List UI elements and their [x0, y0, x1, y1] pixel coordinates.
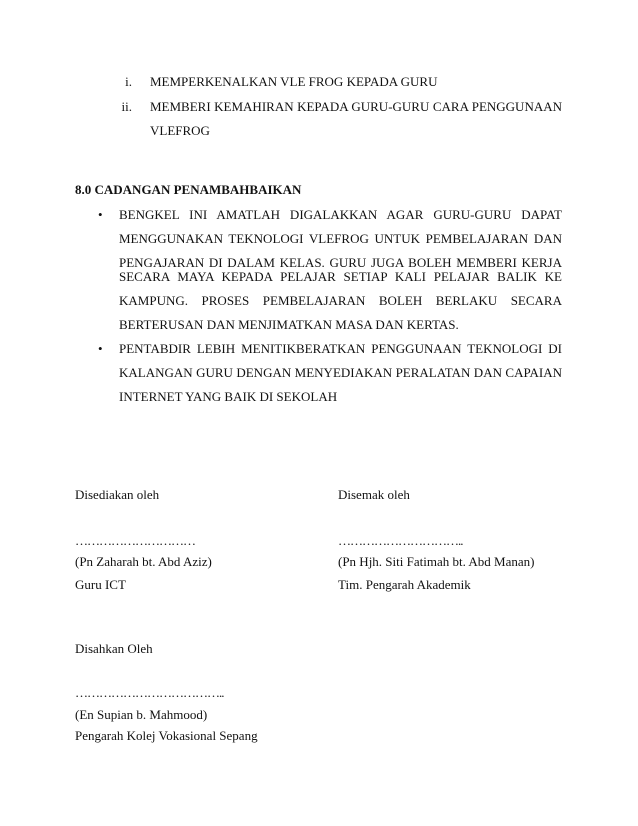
checked-by-role: Tim. Pengarah Akademik: [338, 577, 471, 592]
prepared-by-name: (Pn Zaharah bt. Abd Aziz): [75, 554, 212, 569]
bullet-1-line-4: SECARA MAYA KEPADA PELAJAR SETIAP KALI PELAJAR BALIK KE: [119, 269, 562, 284]
approved-signature-line: ………………………………..: [75, 685, 224, 700]
prepared-by-role: Guru ICT: [75, 577, 126, 592]
bullet-dot-2: •: [98, 341, 103, 356]
bullet-1-line-1: BENGKEL INI AMATLAH DIGALAKKAN AGAR GURU-GURU DAPAT: [119, 207, 562, 222]
checked-by-label: Disemak oleh: [338, 487, 410, 502]
approved-by-role: Pengarah Kolej Vokasional Sepang: [75, 728, 258, 743]
section-heading: 8.0 CADANGAN PENAMBAHBAIKAN: [75, 182, 302, 197]
bullet-1-line-6: BERTERUSAN DAN MENJIMATKAN MASA DAN KERTAS.: [119, 317, 459, 332]
bullet-1-line-5: KAMPUNG. PROSES PEMBELAJARAN BOLEH BERLAKU SECARA: [119, 293, 562, 308]
bullet-2-line-3: INTERNET YANG BAIK DI SEKOLAH: [119, 389, 338, 404]
list-number-i: i.: [125, 74, 132, 89]
approved-by-name: (En Supian b. Mahmood): [75, 707, 208, 722]
bullet-dot-1: •: [98, 207, 103, 222]
bullet-2-line-2: KALANGAN GURU DENGAN MENYEDIAKAN PERALATAN DAN CAPAIAN: [119, 365, 562, 380]
bullet-1-line-3: PENGAJARAN DI DALAM KELAS. GURU JUGA BOLEH MEMBERI KERJA: [119, 255, 562, 270]
list-number-ii: ii.: [121, 99, 132, 114]
checked-by-name: (Pn Hjh. Siti Fatimah bt. Abd Manan): [338, 554, 535, 569]
prepared-signature-line: …………………………: [75, 533, 195, 548]
bullet-2-line-1: PENTABDIR LEBIH MENITIKBERATKAN PENGGUNAAN TEKNOLOGI DI: [119, 341, 562, 356]
checked-signature-line: …………………………..: [338, 533, 463, 548]
objective-item-1: MEMPERKENALKAN VLE FROG KEPADA GURU: [150, 74, 438, 89]
objective-item-2-line-2: VLEFROG: [150, 123, 210, 138]
bullet-1-line-2: MENGGUNAKAN TEKNOLOGI VLEFROG UNTUK PEMBELAJARAN DAN: [119, 231, 562, 246]
objective-item-2-line-1: MEMBERI KEMAHIRAN KEPADA GURU-GURU CARA PENGGUNAAN: [150, 99, 562, 114]
prepared-by-label: Disediakan oleh: [75, 487, 160, 502]
approved-by-label: Disahkan Oleh: [75, 641, 153, 656]
